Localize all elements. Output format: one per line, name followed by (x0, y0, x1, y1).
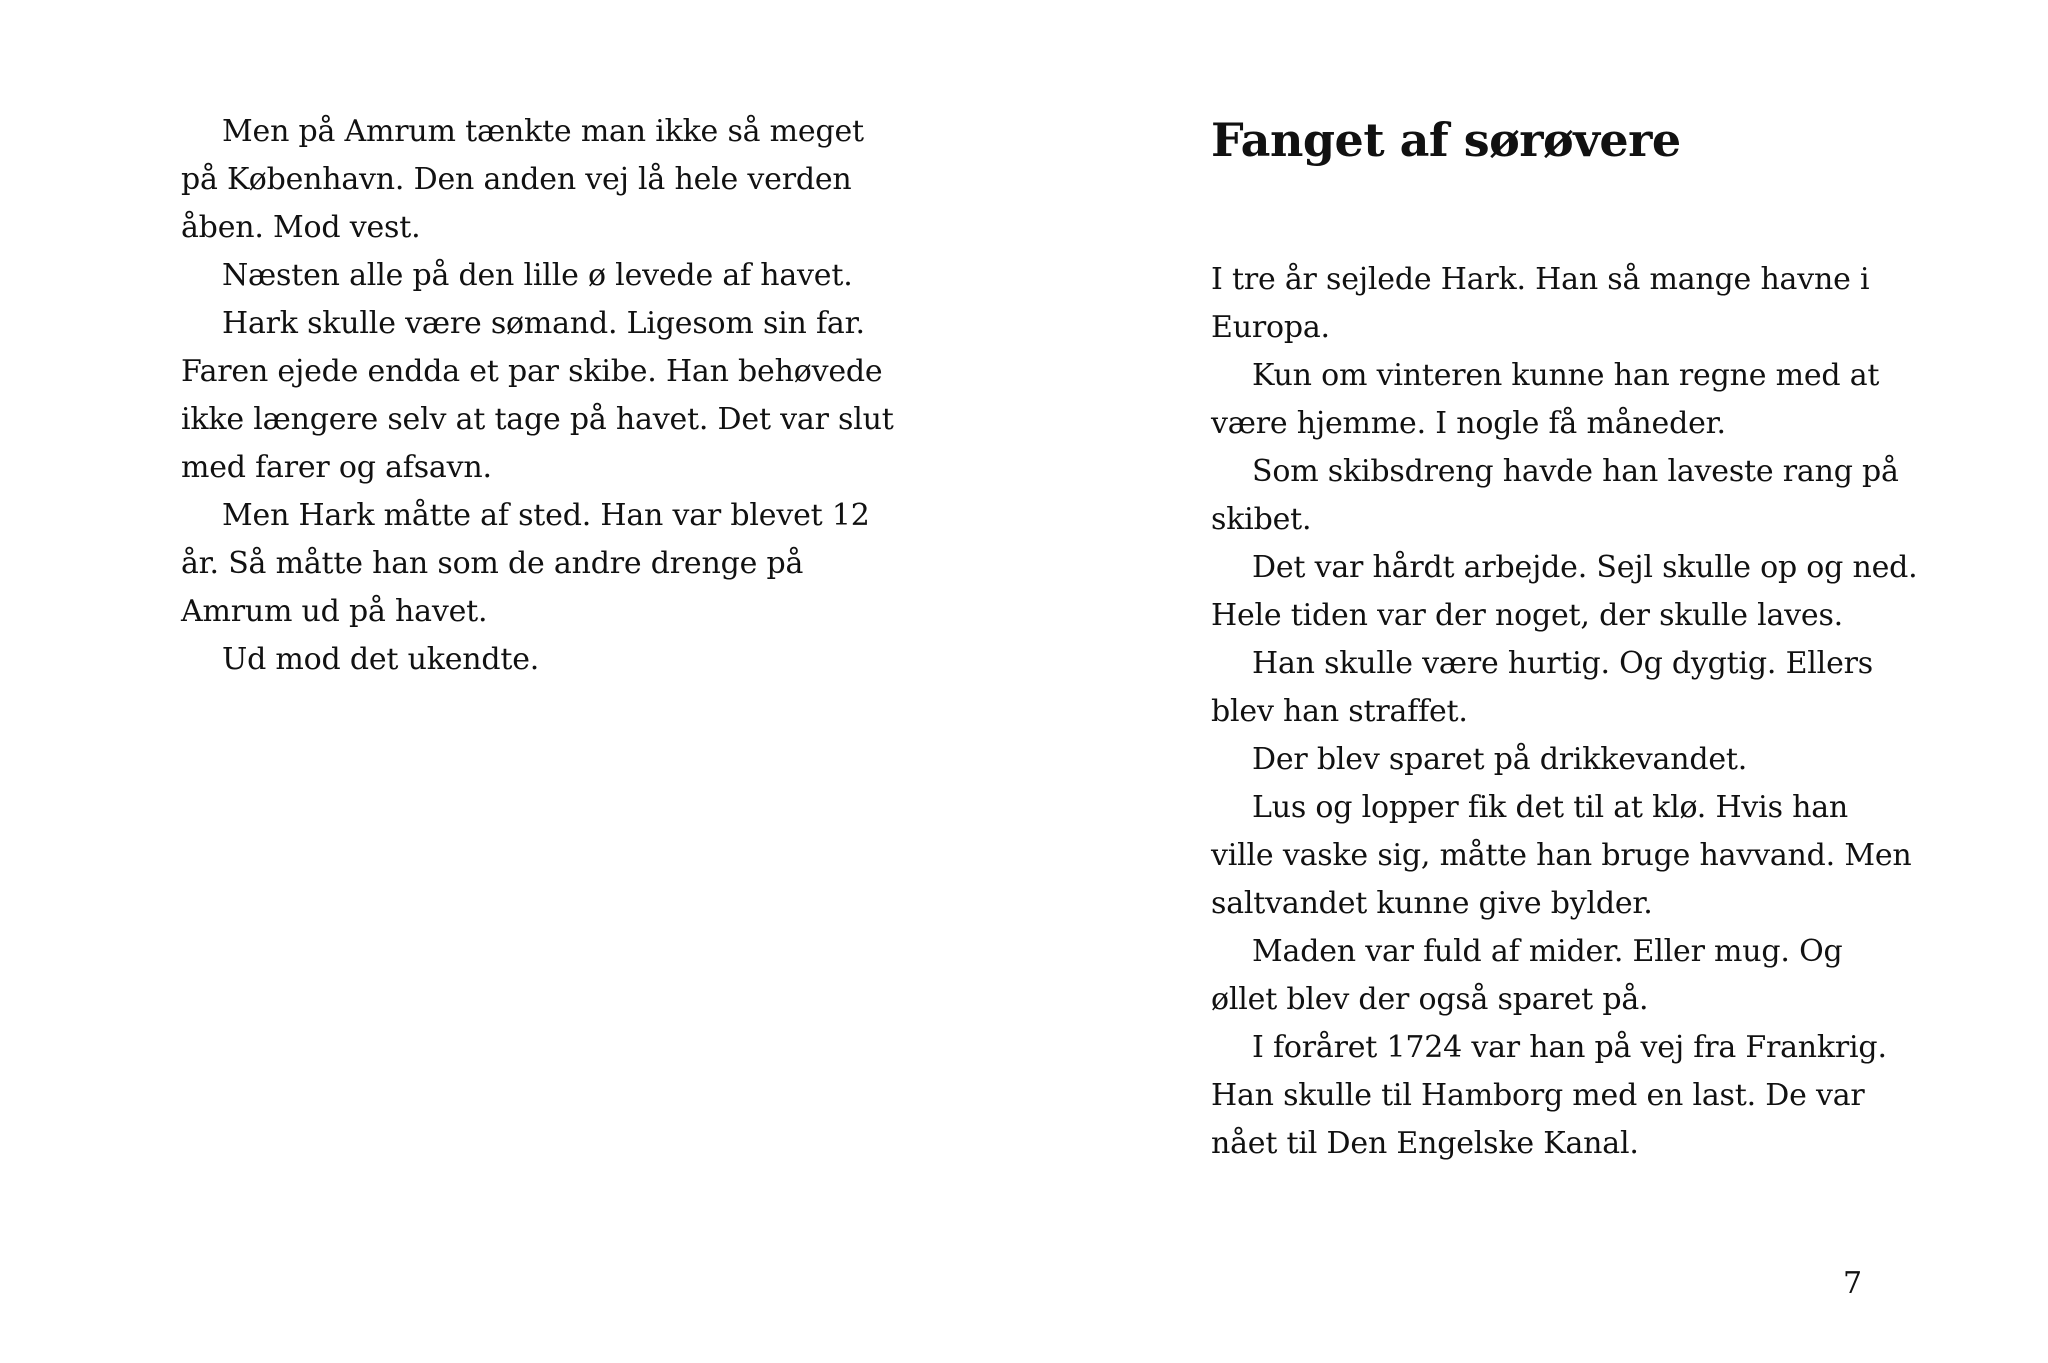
text-line: med farer og afsavn. (181, 450, 492, 485)
text-line: blev han straffet. (1211, 694, 1468, 729)
text-line: Europa. (1211, 310, 1330, 345)
text-line: på København. Den anden vej lå hele verden (181, 162, 852, 197)
text-line: Faren ejede endda et par skibe. Han behøvede (181, 354, 883, 389)
text-line: Kun om vinteren kunne han regne med at (1252, 358, 1880, 393)
text-line: Hark skulle være sømand. Ligesom sin far. (222, 306, 865, 341)
text-line: Der blev sparet på drikkevandet. (1252, 742, 1748, 777)
text-line: Han skulle være hurtig. Og dygtig. Ellers (1252, 646, 1873, 681)
text-line: nået til Den Engelske Kanal. (1211, 1126, 1639, 1161)
text-line: Maden var fuld af mider. Eller mug. Og (1252, 934, 1843, 969)
text-line: Lus og lopper fik det til at klø. Hvis han (1252, 790, 1849, 825)
text-line: år. Så måtte han som de andre drenge på (181, 546, 804, 581)
page-number: 7 (1843, 1266, 1863, 1301)
text-line: være hjemme. I nogle få måneder. (1211, 406, 1726, 441)
text-line: ville vaske sig, måtte han bruge havvand. Men (1211, 838, 1912, 873)
text-line: øllet blev der også sparet på. (1211, 982, 1649, 1017)
left-page-text (181, 108, 894, 684)
right-page-text (1211, 256, 1918, 1168)
right-page (1211, 108, 1918, 1161)
text-line: Som skibsdreng havde han laveste rang på (1252, 454, 1899, 489)
text-line: I foråret 1724 var han på vej fra Frankrig. (1252, 1030, 1887, 1065)
text-line: Hele tiden var der noget, der skulle laves. (1211, 598, 1844, 633)
text-line: saltvandet kunne give bylder. (1211, 886, 1653, 921)
text-line: Amrum ud på havet. (181, 594, 488, 629)
text-line: Det var hårdt arbejde. Sejl skulle op og ned. (1252, 550, 1918, 585)
chapter-title: Fanget af sørøvere (1211, 113, 1681, 167)
text-line: ikke længere selv at tage på havet. Det var slut (181, 402, 894, 437)
text-line: I tre år sejlede Hark. Han så mange havne i (1211, 262, 1870, 297)
text-line: Men Hark måtte af sted. Han var blevet 12 (222, 498, 870, 533)
text-line: Næsten alle på den lille ø levede af havet. (222, 258, 853, 293)
text-line: Ud mod det ukendte. (222, 642, 540, 677)
text-line: skibet. (1211, 502, 1312, 537)
text-line: Han skulle til Hamborg med en last. De var (1211, 1078, 1865, 1113)
left-page (181, 108, 894, 684)
text-line: Men på Amrum tænkte man ikke så meget (222, 114, 864, 149)
text-line: åben. Mod vest. (181, 210, 421, 245)
